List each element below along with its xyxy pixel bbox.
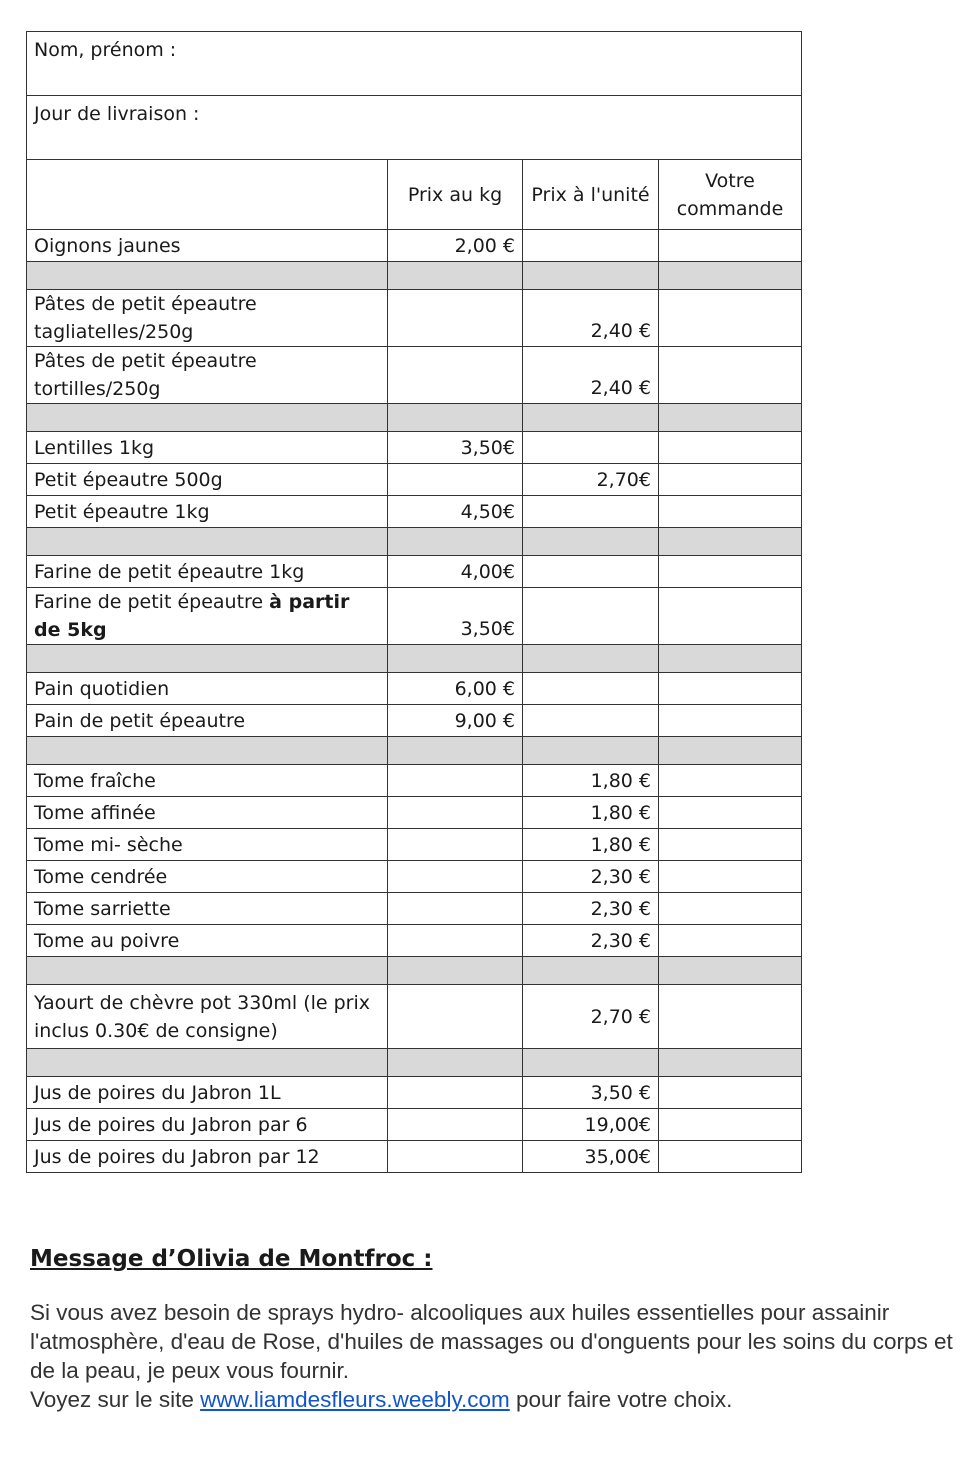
product-name: Petit épeautre 1kg bbox=[27, 496, 388, 528]
price-unit bbox=[523, 496, 659, 528]
price-unit: 1,80 € bbox=[523, 765, 659, 797]
order-cell[interactable] bbox=[659, 464, 802, 496]
separator-row bbox=[27, 645, 802, 673]
table-row bbox=[27, 432, 802, 464]
table-row bbox=[27, 588, 802, 645]
product-name: Oignons jaunes bbox=[27, 230, 388, 262]
order-cell[interactable] bbox=[659, 230, 802, 262]
order-cell[interactable] bbox=[659, 861, 802, 893]
order-cell[interactable] bbox=[659, 705, 802, 737]
price-unit bbox=[523, 432, 659, 464]
order-cell[interactable] bbox=[659, 765, 802, 797]
product-name: Pain quotidien bbox=[27, 673, 388, 705]
product-name: Lentilles 1kg bbox=[27, 432, 388, 464]
price-kg: 6,00 € bbox=[388, 673, 523, 705]
table-row bbox=[27, 230, 802, 262]
price-unit bbox=[523, 230, 659, 262]
price-kg bbox=[388, 1109, 523, 1141]
table-row bbox=[27, 705, 802, 737]
name-label: Nom, prénom : bbox=[34, 39, 177, 61]
price-kg bbox=[388, 829, 523, 861]
product-name: Pâtes de petit épeautre tagliatelles/250g bbox=[27, 290, 388, 347]
order-cell[interactable] bbox=[659, 797, 802, 829]
separator-row bbox=[27, 262, 802, 290]
table-row bbox=[27, 1109, 802, 1141]
product-name bbox=[27, 588, 388, 645]
order-cell[interactable] bbox=[659, 925, 802, 957]
separator-row bbox=[27, 957, 802, 985]
message-title: Message d’Olivia de Montfroc : bbox=[30, 1246, 433, 1272]
product-name: Pâtes de petit épeautre tortilles/250g bbox=[27, 347, 388, 404]
separator-row bbox=[27, 404, 802, 432]
price-kg: 4,50€ bbox=[388, 496, 523, 528]
price-kg bbox=[388, 925, 523, 957]
price-kg: 3,50€ bbox=[388, 588, 523, 645]
header-price-unit: Prix à l'unité bbox=[523, 160, 659, 230]
order-cell[interactable] bbox=[659, 347, 802, 404]
order-cell[interactable] bbox=[659, 893, 802, 925]
separator-row bbox=[27, 1049, 802, 1077]
price-unit: 2,70€ bbox=[523, 464, 659, 496]
price-unit: 2,30 € bbox=[523, 861, 659, 893]
price-kg bbox=[388, 985, 523, 1049]
separator-row bbox=[27, 737, 802, 765]
order-cell[interactable] bbox=[659, 1141, 802, 1173]
product-name: Petit épeautre 500g bbox=[27, 464, 388, 496]
header-price-kg: Prix au kg bbox=[388, 160, 523, 230]
product-name: Yaourt de chèvre pot 330ml (le prix inclus 0.30€ de consigne) bbox=[27, 985, 388, 1049]
order-cell[interactable] bbox=[659, 588, 802, 645]
price-unit: 2,40 € bbox=[523, 290, 659, 347]
price-unit: 35,00€ bbox=[523, 1141, 659, 1173]
price-kg: 4,00€ bbox=[388, 556, 523, 588]
separator-row bbox=[27, 528, 802, 556]
price-unit bbox=[523, 588, 659, 645]
table-row bbox=[27, 1077, 802, 1109]
table-row bbox=[27, 893, 802, 925]
delivery-row bbox=[27, 96, 802, 160]
table-row bbox=[27, 829, 802, 861]
order-cell[interactable] bbox=[659, 496, 802, 528]
name-row bbox=[27, 32, 802, 96]
price-unit: 1,80 € bbox=[523, 797, 659, 829]
price-kg bbox=[388, 464, 523, 496]
product-name: Farine de petit épeautre 1kg bbox=[27, 556, 388, 588]
order-form-table bbox=[26, 31, 802, 1173]
column-header-row bbox=[27, 160, 802, 230]
product-name: Tome cendrée bbox=[27, 861, 388, 893]
table-row bbox=[27, 985, 802, 1049]
order-cell[interactable] bbox=[659, 432, 802, 464]
table-row bbox=[27, 347, 802, 404]
price-unit bbox=[523, 705, 659, 737]
product-name: Jus de poires du Jabron 1L bbox=[27, 1077, 388, 1109]
price-unit: 2,40 € bbox=[523, 347, 659, 404]
delivery-field[interactable] bbox=[27, 96, 802, 160]
delivery-label: Jour de livraison : bbox=[34, 103, 200, 125]
product-name-emphasis: à partir de 5kg bbox=[34, 591, 350, 641]
price-unit: 2,30 € bbox=[523, 925, 659, 957]
order-cell[interactable] bbox=[659, 1109, 802, 1141]
product-name: Jus de poires du Jabron par 12 bbox=[27, 1141, 388, 1173]
website-link[interactable]: www.liamdesfleurs.weebly.com bbox=[200, 1387, 510, 1412]
product-name: Tome au poivre bbox=[27, 925, 388, 957]
header-order: Votre commande bbox=[659, 160, 802, 230]
product-name: Tome affinée bbox=[27, 797, 388, 829]
table-row bbox=[27, 464, 802, 496]
table-row bbox=[27, 797, 802, 829]
order-cell[interactable] bbox=[659, 829, 802, 861]
table-row bbox=[27, 673, 802, 705]
price-kg bbox=[388, 1077, 523, 1109]
price-kg bbox=[388, 347, 523, 404]
price-kg bbox=[388, 893, 523, 925]
order-cell[interactable] bbox=[659, 673, 802, 705]
table-row bbox=[27, 496, 802, 528]
table-row bbox=[27, 290, 802, 347]
message-text: Si vous avez besoin de sprays hydro- alcooliques aux huiles essentielles pour assainir l'atmosphère, d'eau de Rose, d'huiles de massages ou d'onguents pour les soins du corps et de la peau, je peux vous fournir. bbox=[30, 1300, 953, 1383]
order-cell[interactable] bbox=[659, 556, 802, 588]
price-unit: 2,30 € bbox=[523, 893, 659, 925]
product-name-start: Farine de petit épeautre bbox=[34, 591, 270, 613]
order-cell[interactable] bbox=[659, 290, 802, 347]
price-kg bbox=[388, 1141, 523, 1173]
message-body bbox=[30, 1298, 965, 1414]
price-unit bbox=[523, 673, 659, 705]
order-cell[interactable] bbox=[659, 1077, 802, 1109]
product-name: Tome mi- sèche bbox=[27, 829, 388, 861]
table-row bbox=[27, 925, 802, 957]
price-kg bbox=[388, 765, 523, 797]
name-field[interactable] bbox=[27, 32, 802, 96]
price-unit: 1,80 € bbox=[523, 829, 659, 861]
message-section bbox=[30, 1246, 965, 1414]
price-unit: 2,70 € bbox=[523, 985, 659, 1049]
price-kg bbox=[388, 797, 523, 829]
product-name: Tome sarriette bbox=[27, 893, 388, 925]
table-row bbox=[27, 861, 802, 893]
product-name: Pain de petit épeautre bbox=[27, 705, 388, 737]
price-unit bbox=[523, 556, 659, 588]
price-unit: 3,50 € bbox=[523, 1077, 659, 1109]
product-name: Jus de poires du Jabron par 6 bbox=[27, 1109, 388, 1141]
table-row bbox=[27, 1141, 802, 1173]
order-cell[interactable] bbox=[659, 985, 802, 1049]
message-text-link-intro: Voyez sur le site bbox=[30, 1387, 201, 1412]
price-kg bbox=[388, 861, 523, 893]
price-kg: 2,00 € bbox=[388, 230, 523, 262]
price-kg: 9,00 € bbox=[388, 705, 523, 737]
header-product bbox=[27, 160, 388, 230]
price-kg: 3,50€ bbox=[388, 432, 523, 464]
price-unit: 19,00€ bbox=[523, 1109, 659, 1141]
product-name: Tome fraîche bbox=[27, 765, 388, 797]
message-text-end: pour faire votre choix. bbox=[509, 1387, 733, 1412]
table-row bbox=[27, 556, 802, 588]
price-kg bbox=[388, 290, 523, 347]
table-row bbox=[27, 765, 802, 797]
